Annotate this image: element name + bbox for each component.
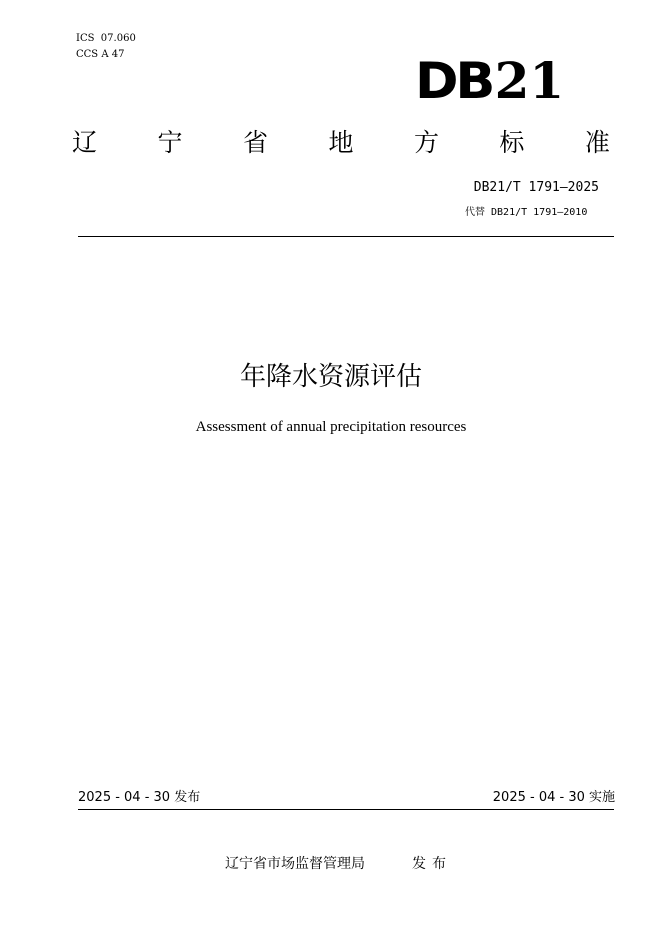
document-subtitle: Assessment of annual precipitation resources	[195, 419, 467, 435]
replaced-standard: 代替 DB21/T 1791—2010	[465, 207, 588, 218]
implementation-date: 2025 - 04 - 30 实施	[492, 790, 615, 805]
logo-number: 21	[494, 51, 565, 110]
ics-code: ICS 07.060	[76, 33, 136, 44]
standard-number: DB21/T 1791—2025	[473, 180, 599, 195]
db21-logo	[415, 51, 565, 110]
standard-type-char: 辽	[72, 128, 98, 157]
logo-prefix: DB	[415, 52, 493, 110]
issue-date: 2025 - 04 - 30 发布	[78, 790, 201, 805]
standard-type-char: 方	[413, 128, 439, 157]
standard-type-char: 地	[328, 128, 354, 157]
publish-label: 发布	[412, 856, 452, 872]
document-title: 年降水资源评估	[239, 362, 422, 392]
standard-type-char: 省	[242, 128, 268, 157]
standard-type-title	[72, 126, 610, 160]
header-divider	[78, 236, 614, 237]
classification-codes	[76, 31, 136, 63]
ccs-code: CCS A 47	[76, 49, 125, 60]
standard-type-char: 宁	[157, 128, 183, 157]
publisher-name: 辽宁省市场监督管理局	[225, 856, 365, 872]
standard-type-char: 准	[584, 128, 610, 157]
standard-type-char: 标	[499, 128, 525, 157]
footer-divider	[78, 809, 614, 810]
